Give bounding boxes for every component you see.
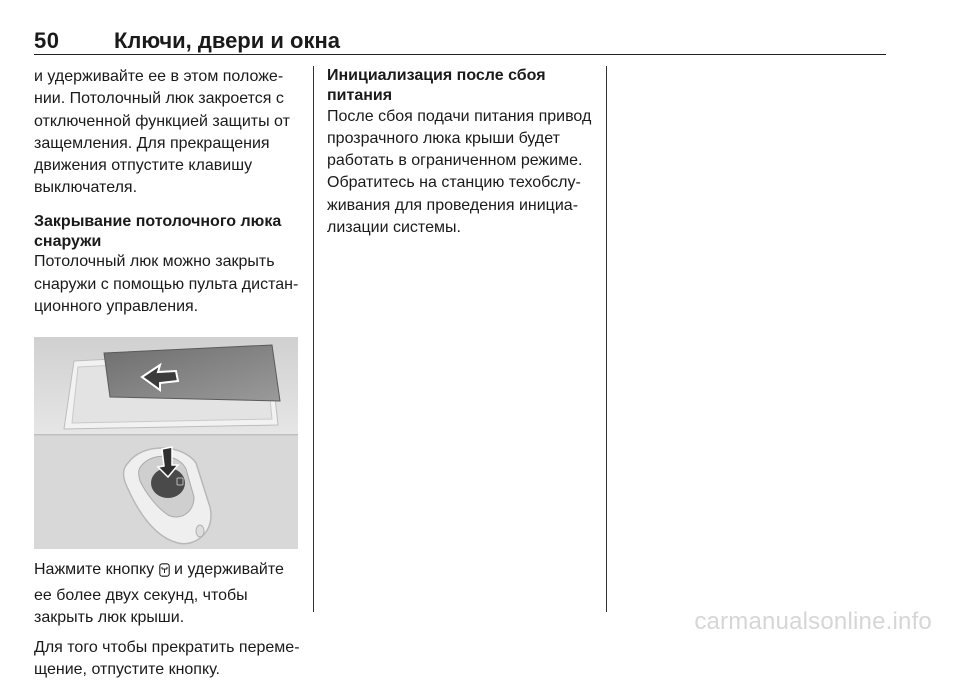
- section-heading-initialization: Инициализация после сбоя питания: [327, 67, 546, 104]
- instruction-text-after: и удерживайте ее более двух секунд, чтобы закрыть люк крыши.: [34, 561, 284, 626]
- column-divider-left: [313, 66, 314, 612]
- section-body-close-outside: Потолочный люк можно закрыть снаружи с помощью пульта дистанционного управления.: [34, 253, 299, 315]
- section-heading-close-outside: Закрывание потолочного люка снаружи: [34, 212, 282, 250]
- page-number: 50: [34, 28, 60, 53]
- instruction-text-before: Нажмите кнопку: [34, 561, 159, 579]
- page-header: [34, 26, 886, 55]
- illustration-svg: [34, 337, 298, 549]
- stop-note-paragraph: Для того чтобы прекратить перемещение, отпустите кнопку.: [34, 639, 300, 679]
- intro-paragraph: и удерживайте ее в этом положении. Потолочный люк закроется с отключенной функцией защиты от защемления. Для прекращения движения отпустите клавишу выключателя.: [34, 68, 290, 197]
- sunroof-close-button-icon: [159, 562, 170, 584]
- instruction-paragraph: [34, 559, 302, 629]
- sunroof-glass: [104, 345, 280, 401]
- sunroof-remote-illustration: [34, 337, 298, 549]
- page-title: Ключи, двери и окна: [114, 28, 340, 53]
- column-left: [34, 66, 302, 682]
- column-divider-right: [606, 66, 607, 612]
- watermark-text: carmanualsonline.info: [694, 608, 932, 635]
- column-middle: [327, 66, 599, 239]
- key-ring-hole: [196, 525, 204, 537]
- section-body-initialization: После сбоя подачи питания привод прозрачного люка крыши будет работать в ограниченном режиме. Обратитесь на станцию техобслуживания для проведения инициализации системы.: [327, 107, 592, 237]
